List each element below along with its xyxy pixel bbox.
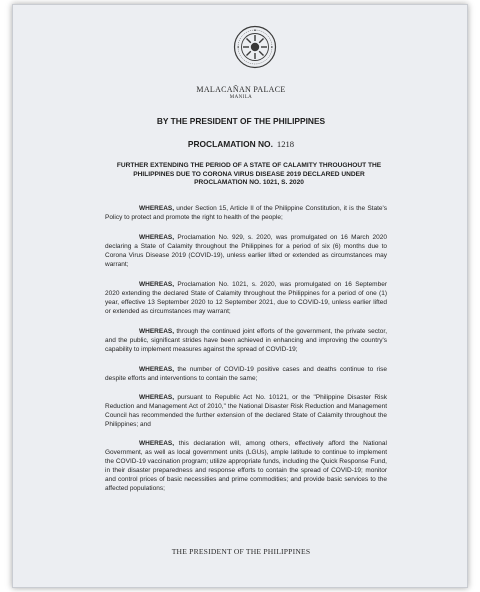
whereas-paragraph: [105, 234, 387, 270]
paragraph-text: pursuant to Republic Act No. 10121, or the "Philippine Disaster Risk Reduction and Management Act of 2010," the National Disaster Risk Reduction and Management Council has recommended the further extension of the declared State of Calamity throughout the Philippines; and: [105, 394, 387, 428]
proclamation-number: 1218: [276, 139, 295, 149]
whereas-lead: WHEREAS,: [139, 440, 175, 447]
proclamation-label: PROCLAMATION NO.: [187, 139, 273, 149]
presidential-seal-icon: [233, 25, 277, 69]
whereas-paragraph: [105, 328, 387, 355]
paragraph-text: the number of COVID-19 positive cases and deaths continue to rise despite efforts and interventions to contain the same;: [105, 366, 388, 382]
palace-city: MANILA: [229, 95, 253, 100]
page-footer: THE PRESIDENT OF THE PHILIPPINES: [171, 547, 311, 556]
whereas-lead: WHEREAS,: [139, 366, 175, 373]
whereas-lead: WHEREAS,: [139, 234, 175, 241]
paragraph-text: through the continued joint efforts of the government, the private sector, and the public, significant strides have been achieved in enhancing and improving the country's capability to implement measures against the spread of COVID-19;: [105, 328, 387, 353]
whereas-paragraph: [105, 205, 387, 223]
by-line: BY THE PRESIDENT OF THE PHILIPPINES: [156, 116, 326, 126]
palace-name: MALACAÑAN PALACE: [196, 85, 286, 94]
paragraph-text: Proclamation No. 1021, s. 2020, was promulgated on 16 September 2020 extending the declared State of Calamity throughout the Philippines for a period of one (1) year, effective 13 September 2020 to 12 September 2021, due to COVID-19, unless earlier lifted or extended as circumstances may warrant;: [105, 281, 387, 315]
whereas-lead: WHEREAS,: [139, 328, 175, 335]
paragraph-text: under Section 15, Article II of the Philippine Constitution, it is the State's Policy to protect and promote the right to health of the people;: [105, 205, 388, 221]
proclamation-subject: FURTHER EXTENDING THE PERIOD OF A STATE OF CALAMITY THROUGHOUT THE PHILIPPINES DUE TO CORONA VIRUS DISEASE 2019 DECLARED UNDER PROCLAMATION NO. 1021, S. 2020: [116, 162, 382, 186]
whereas-paragraph: [105, 366, 387, 384]
paragraph-text: this declaration will, among others, effectively afford the National Government, as well as local government units (LGUs), ample latitude to continue to implement the COVID-19 vaccination program; utilize appropriate funds, including the Quick Response Fund, in their disaster preparedness and response efforts to contain the spread of COVID-19; monitor and control prices of basic necessities and prime commodities; and provide basic services to the affected populations;: [105, 440, 387, 492]
document-page: [12, 4, 468, 588]
whereas-paragraph: [105, 281, 387, 317]
paragraph-text: Proclamation No. 929, s. 2020, was promulgated on 16 March 2020 declaring a State of Calamity throughout the Philippines for a period of six (6) months due to Corona Virus Disease 2019 (COVID-19), unless earlier lifted or extended as circumstances may warrant;: [105, 234, 387, 268]
whereas-paragraph: [105, 394, 387, 430]
whereas-lead: WHEREAS,: [139, 281, 175, 288]
proclamation-heading: [13, 139, 469, 149]
whereas-lead: WHEREAS,: [139, 205, 175, 212]
whereas-lead: WHEREAS,: [139, 394, 175, 401]
whereas-paragraph: [105, 440, 387, 493]
